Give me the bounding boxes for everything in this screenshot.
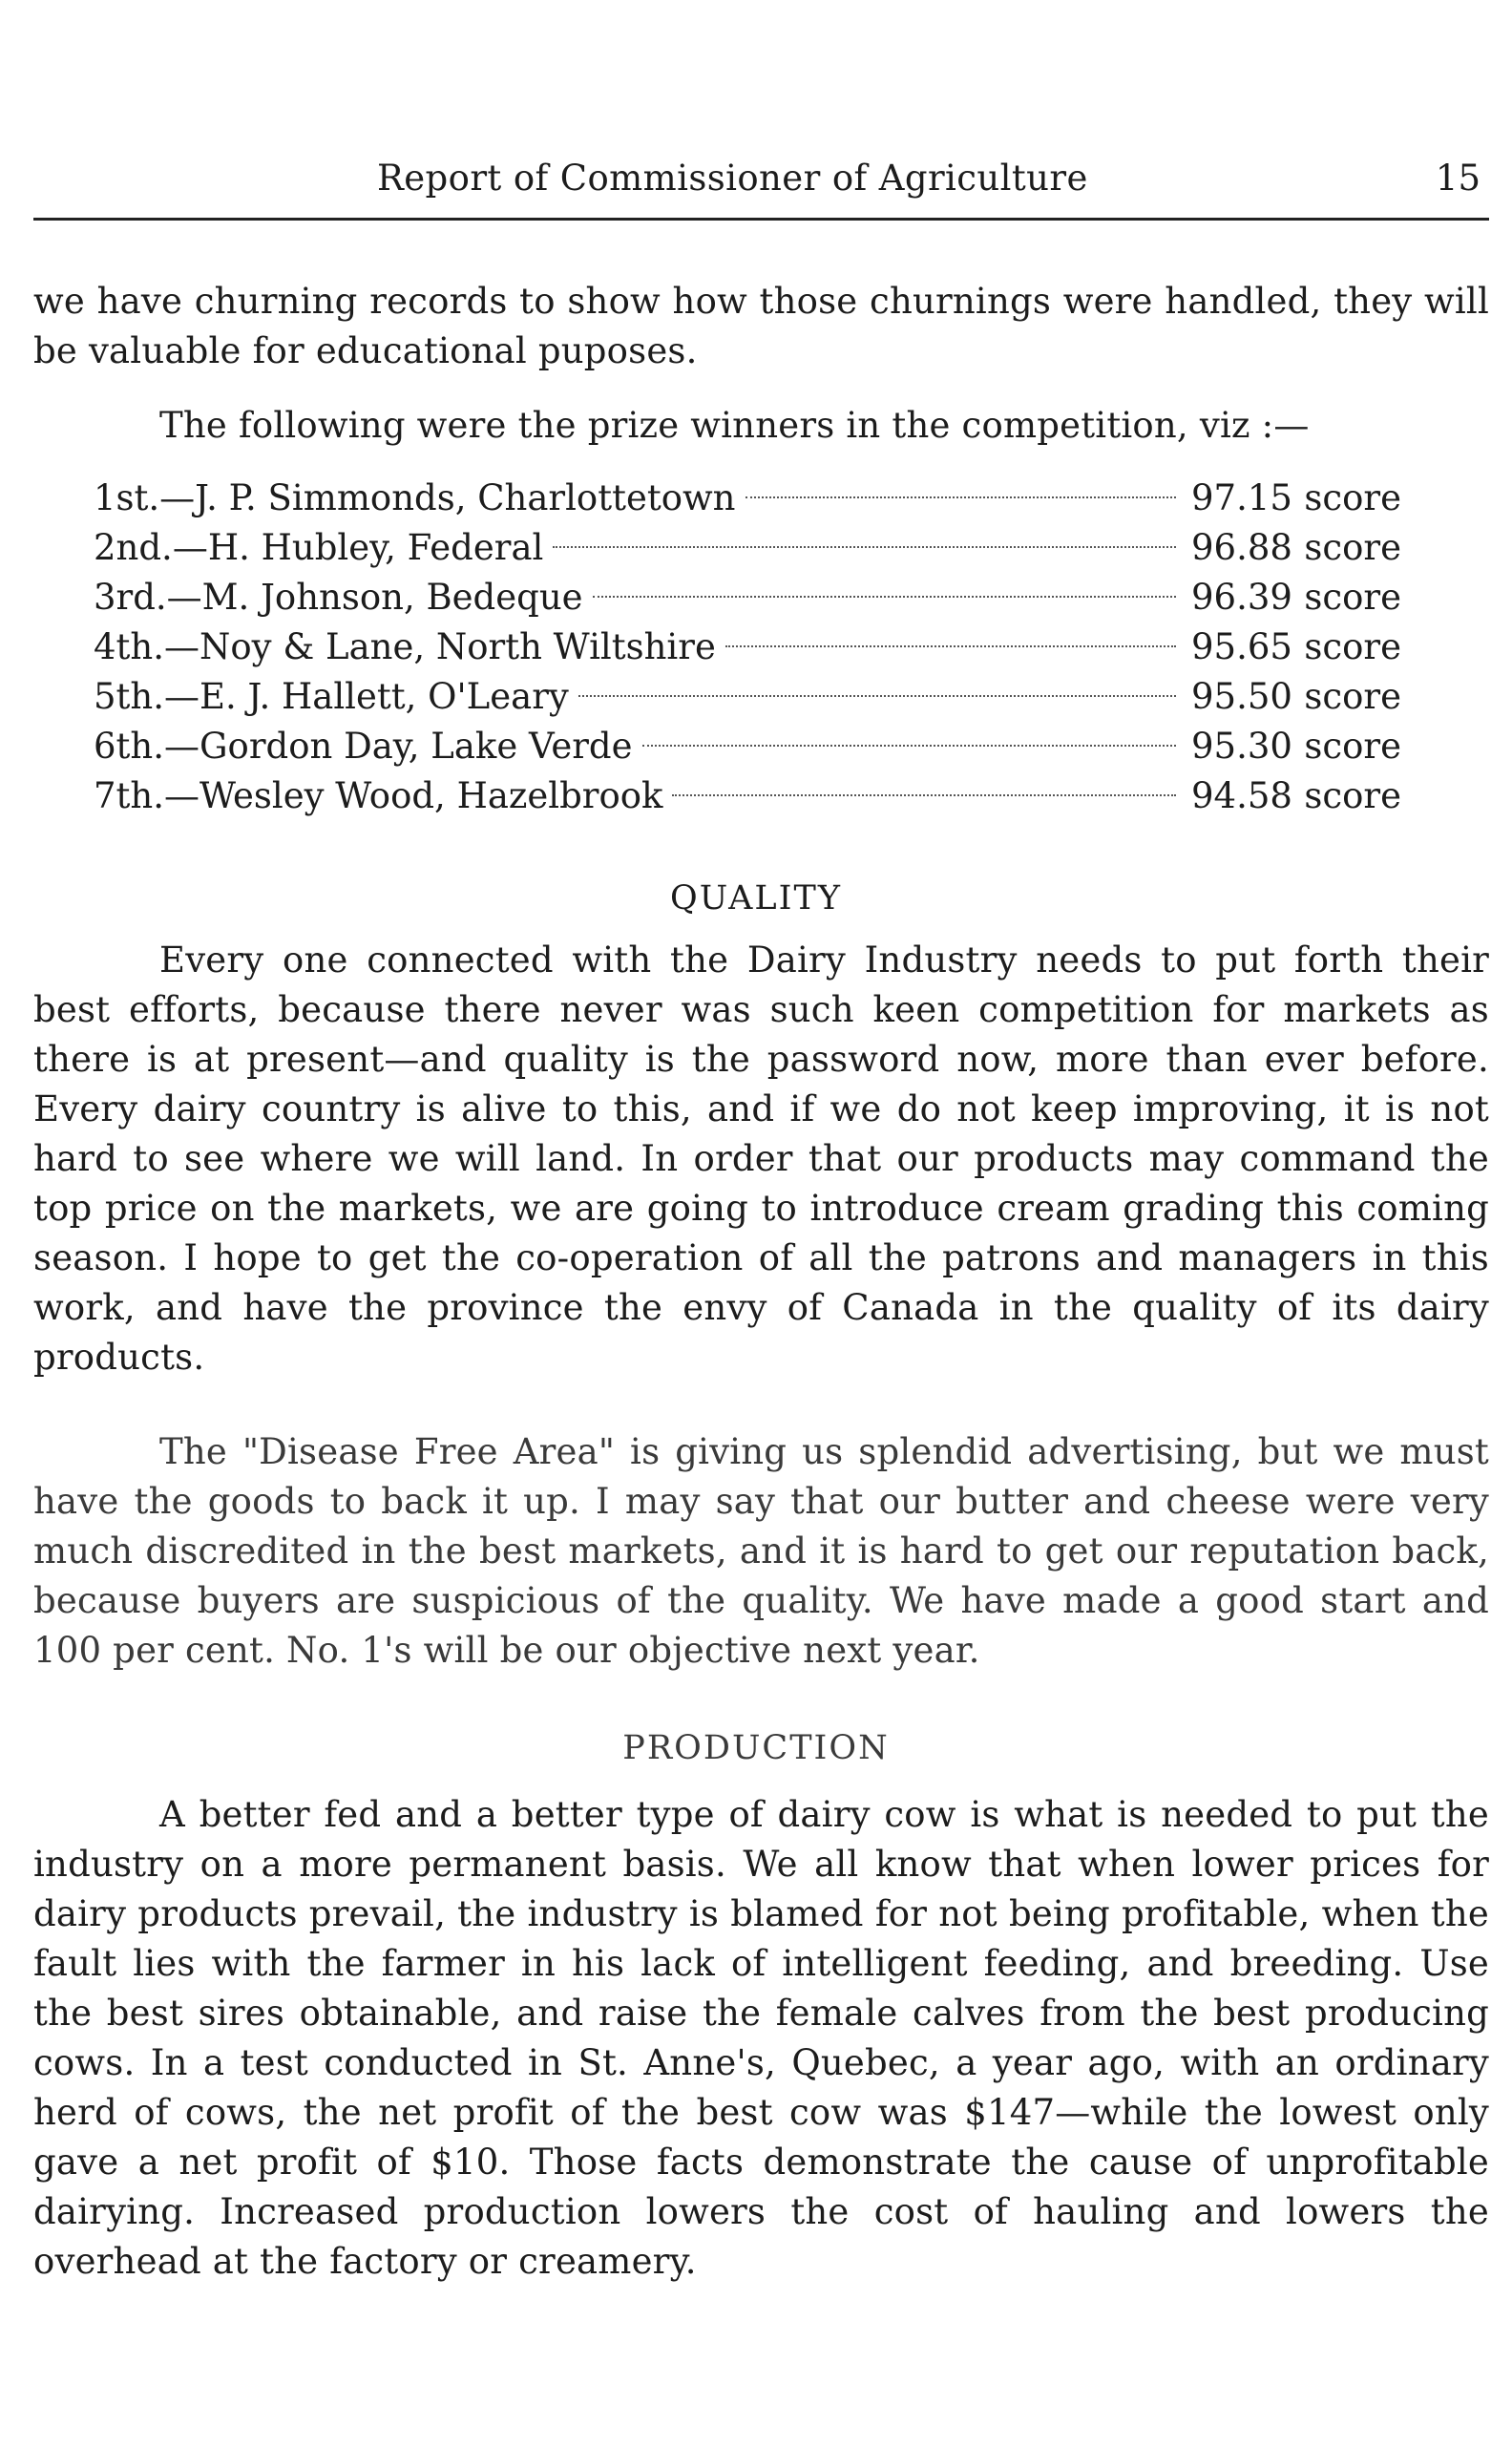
prize-intro: The following were the prize winners in the competition, viz :— [159, 405, 1310, 446]
prize-winner-name: 4th.—Noy & Lane, North Wiltshire [94, 626, 716, 667]
prize-score-unit: score [1304, 477, 1401, 518]
prize-row [94, 573, 1401, 623]
prize-row [94, 523, 1401, 573]
prize-winner-name: 6th.—Gordon Day, Lake Verde [94, 726, 633, 767]
dot-leader [553, 546, 1176, 548]
dot-leader [725, 645, 1176, 647]
prize-row [94, 722, 1401, 771]
intro-paragraph: we have churning records to show how those churnings were handled, they will be valuable for educational puposes. [33, 281, 1489, 371]
running-head [377, 158, 1494, 211]
dot-leader [642, 745, 1176, 747]
prize-score-value: 95.30 [1191, 726, 1292, 767]
prize-score-unit: score [1304, 626, 1401, 667]
dot-leader [672, 794, 1176, 796]
header-rule [33, 218, 1489, 221]
prize-winner-name: 3rd.—M. Johnson, Bedeque [94, 577, 583, 618]
section-heading-production: PRODUCTION [622, 1729, 890, 1767]
prize-row [94, 623, 1401, 672]
prize-score-value: 97.15 [1191, 477, 1292, 518]
prize-row [94, 771, 1401, 821]
prize-score-unit: score [1304, 726, 1401, 767]
prize-winner-name: 5th.—E. J. Hallett, O'Leary [94, 676, 569, 717]
section-heading-quality: QUALITY [670, 879, 842, 918]
production-paragraph: A better fed and a better type of dairy cow is what is needed to put the industry on a more permanent basis. We all know that when lower prices for dairy products prevail, the industry is blamed for not being profitable, when the fault lies with the farmer in his lack of intelligent feeding, and breeding. Use the best sires obtainable, and raise the female calves from the best producing cows. In a test conducted in St. Anne's, Quebec, a year ago, with an ordinary herd of cows, the net profit of the best cow was $147—while the lowest only gave a net profit of $10. Those facts demonstrate the cause of unprofitable dairying. Increased production lowers the cost of hauling and lowers the overhead at the factory or creamery. [33, 1794, 1489, 2282]
quality-paragraph-1: Every one connected with the Dairy Industry needs to put forth their best efforts, because there never was such keen competition for markets as there is at present—and quality is the password now, more than ever before. Every dairy country is alive to this, and if we do not keep improving, it is not hard to see where we will land. In order that our products may command the top price on the markets, we are going to introduce cream grading this coming season. I hope to get the co-operation of all the patrons and managers in this work, and have the province the envy of Canada in the quality of its dairy products. [33, 939, 1489, 1378]
prize-score-unit: score [1304, 527, 1401, 568]
page-number: 15 [1435, 158, 1480, 199]
dot-leader [746, 496, 1177, 498]
prize-score-value: 94.58 [1191, 775, 1292, 816]
dot-leader [578, 695, 1176, 697]
prize-score-value: 95.65 [1191, 626, 1292, 667]
running-head-title: Report of Commissioner of Agriculture [377, 158, 1088, 199]
prize-winner-name: 1st.—J. P. Simmonds, Charlottetown [94, 477, 736, 518]
prize-score-value: 95.50 [1191, 676, 1292, 717]
prize-row [94, 474, 1401, 523]
prize-score-unit: score [1304, 577, 1401, 618]
prize-row [94, 672, 1401, 722]
prize-score-value: 96.88 [1191, 527, 1292, 568]
prize-winner-name: 2nd.—H. Hubley, Federal [94, 527, 544, 568]
quality-paragraph-2: The "Disease Free Area" is giving us splendid advertising, but we must have the goods to back it up. I may say that our butter and cheese were very much discredited in the best markets, and it is hard to get our reputation back, because buyers are suspicious of the quality. We have made a good start and 100 per cent. No. 1's will be our objective next year. [33, 1431, 1489, 1671]
prize-score-unit: score [1304, 775, 1401, 816]
prize-winners-list [94, 474, 1401, 821]
prize-winner-name: 7th.—Wesley Wood, Hazelbrook [94, 775, 663, 816]
prize-score-unit: score [1304, 676, 1401, 717]
prize-score-value: 96.39 [1191, 577, 1292, 618]
dot-leader [593, 596, 1176, 598]
